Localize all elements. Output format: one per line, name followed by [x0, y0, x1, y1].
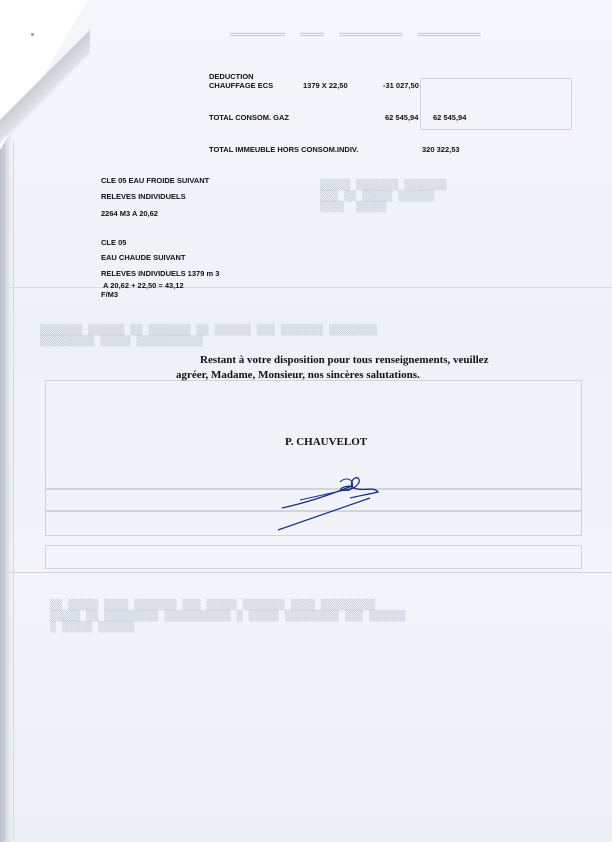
page-edge-lines [4, 140, 14, 840]
cle05-chaude-line2: EAU CHAUDE SUIVANT [101, 253, 186, 262]
deduction-amount: -31 027,50 [383, 81, 419, 90]
bleed-through-row [45, 545, 582, 569]
deduction-title: DEDUCTION [209, 72, 254, 81]
punch-mark [31, 33, 34, 36]
closing-line-2: agréer, Madame, Monsieur, nos sincères salutations. [176, 369, 420, 381]
cle05-chaude-line1: CLE 05 [101, 238, 127, 247]
total-immeuble-value: 320 322,53 [422, 145, 460, 154]
bleed-through-box [420, 78, 572, 130]
bleed-through-footer: ▒▒ ▒▒▒▒▒ ▒▒▒▒ ▒▒▒▒▒▒▒ ▒▒▒ ▒▒▒▒▒ ▒▒▒▒▒▒▒ ▒▒▒▒ ▒▒▒▒▒▒▒▒▒ ▒▒▒▒▒ ▒▒ ▒▒▒▒▒▒▒▒▒ ▒▒▒▒▒▒▒▒▒▒▒ ▒ ▒▒▒▒▒ ▒▒▒▒▒▒▒▒▒ ▒▒▒ ▒▒▒▒▒▒ ▒ ▒▒▒▒▒ ▒▒▒▒▒▒ [50, 600, 406, 633]
bleed-through-address: ▒▒▒▒▒ ▒▒▒▒▒▒▒ ▒▒▒▒▒▒▒ ▒▒▒ ▒▒ ▒▒▒▒▒ ▒▒▒▒▒▒ ▒▒▒▒ ▒▒▒▒▒ [320, 180, 447, 213]
fold-line [0, 287, 612, 288]
cle05-froide-line2: RELEVES INDIVIDUELS [101, 192, 186, 201]
deduction-calc: 1379 X 22,50 [303, 81, 348, 90]
total-gaz-value: 62 545,94 [385, 113, 419, 122]
signatory-name: P. CHAUVELOT [285, 436, 368, 448]
folded-corner-shadow [0, 0, 90, 152]
total-gaz-value-total: 62 545,94 [433, 113, 467, 122]
cle05-froide-line3: 2264 M3 A 20,62 [101, 209, 158, 218]
cle05-chaude-line5: F/M3 [101, 290, 119, 299]
total-gaz-label: TOTAL CONSOM. GAZ [209, 113, 289, 122]
cle05-chaude-line3: RELEVES INDIVIDUELS 1379 m 3 [101, 269, 220, 278]
total-immeuble-label: TOTAL IMMEUBLE HORS CONSOM.INDIV. [209, 145, 359, 154]
fold-line [0, 572, 612, 573]
bleed-through-text: ▒▒▒▒▒▒▒ ▒▒▒▒▒▒ ▒▒ ▒▒▒▒▒▒▒ ▒▒ ▒▒▒▒▒▒ ▒▒▒ ▒▒▒▒▒▒▒ ▒▒▒▒▒▒▒▒ ▒▒▒▒▒▒▒▒▒ ▒▒▒▒▒ ▒▒▒▒▒▒▒▒▒▒▒ [40, 325, 378, 347]
bleed-through-header: ═══════ ═══ ════════ ════════ [230, 28, 481, 43]
cle05-froide-line1: CLE 05 EAU FROIDE SUIVANT [101, 176, 210, 185]
handwritten-signature [270, 468, 390, 534]
deduction-label: CHAUFFAGE ECS [209, 81, 274, 90]
cle05-chaude-line4: A 20,62 + 22,50 = 43,12 [103, 281, 184, 290]
closing-line-1: Restant à votre disposition pour tous renseignements, veuillez [200, 354, 489, 366]
